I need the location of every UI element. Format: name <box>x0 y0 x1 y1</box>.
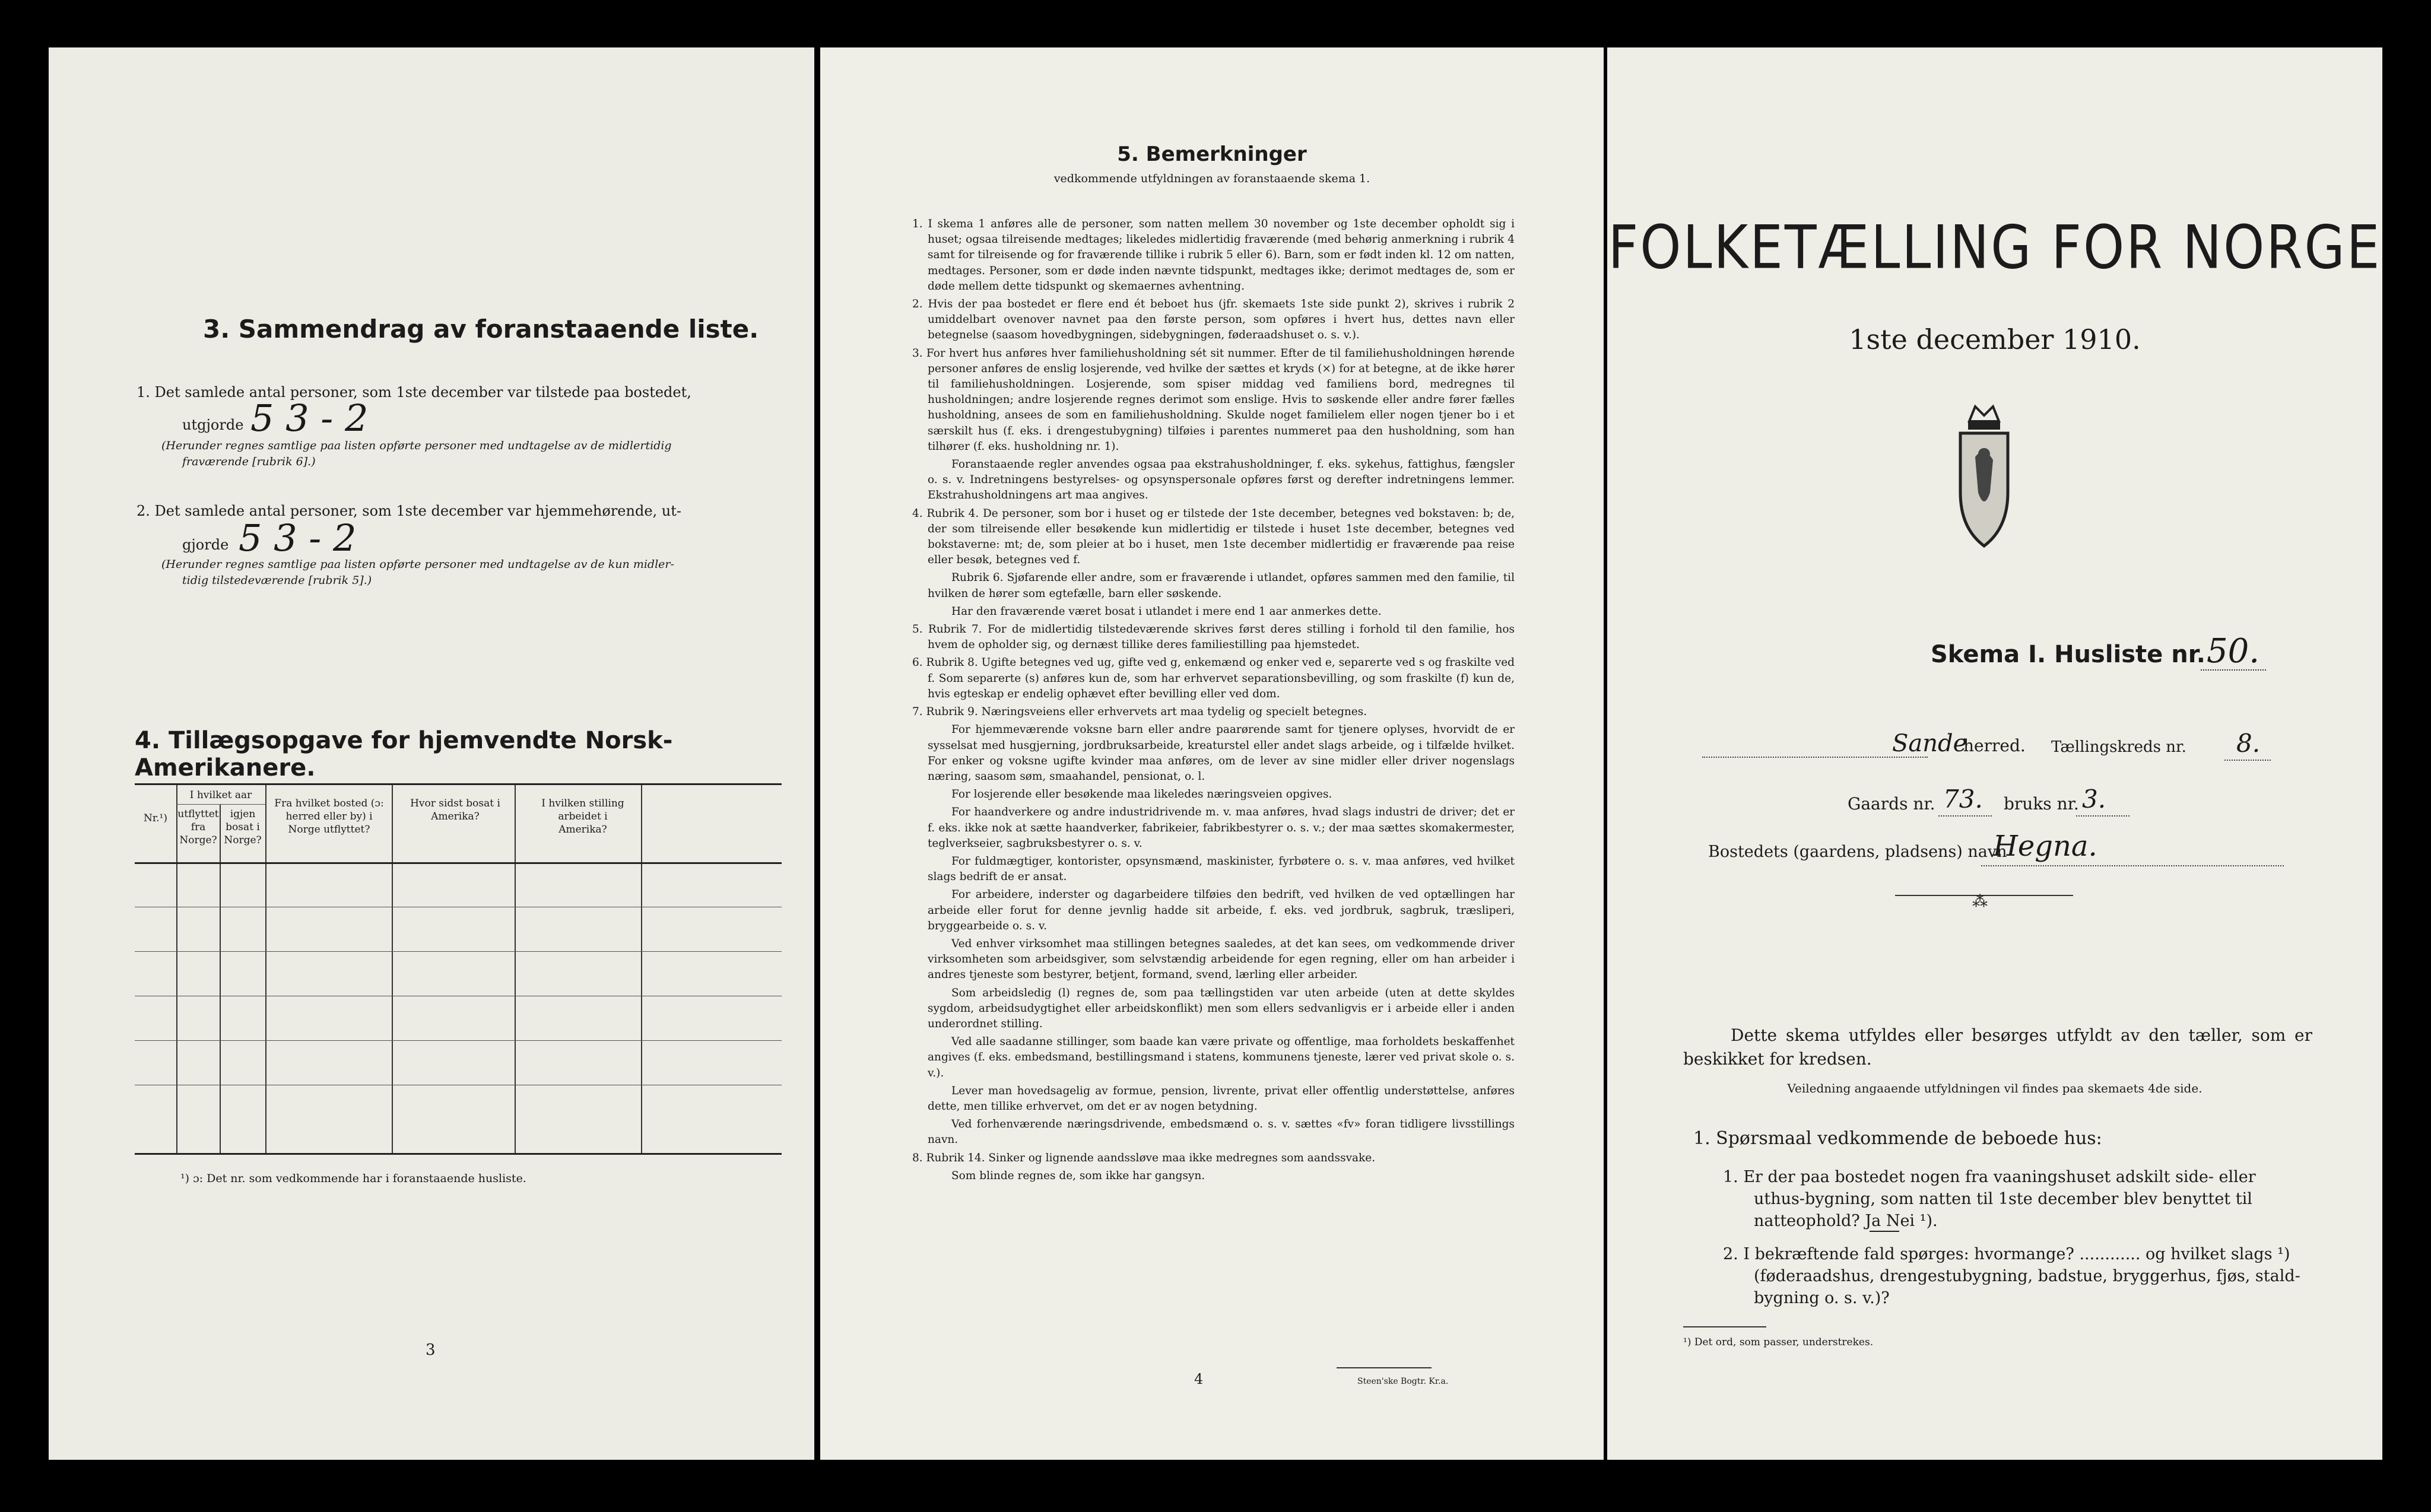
question-2-line-2: (føderaadshus, drengestubygning, badstue, bryggerhus, fjøs, stald- <box>1754 1267 2300 1285</box>
form-date: 1ste december 1910. <box>1849 323 2141 355</box>
col-occupation: I hvilken stilling arbeidet i Amerika? <box>541 798 624 836</box>
nei-underline <box>1870 1231 1899 1232</box>
kreds-label: Tællingskreds nr. <box>2051 738 2186 756</box>
bruks-label: bruks nr. <box>2004 794 2079 814</box>
bosted-label: Bostedets (gaardens, pladsens) navn <box>1708 843 2007 861</box>
remark-7-h: Ved alle saadanne stillinger, som baade kan være private og offentlige, maa forholdets beskaffenhet angives (f. eks. embedsmand, bestillingsmand i statens, kommunens tjeneste, lærer ved privat skole o. s. v.). <box>928 1035 1515 1079</box>
page-number-3: 3 <box>426 1341 436 1359</box>
remark-7-j: Ved forhenværende næringsdrivende, embedsmænd o. s. v. sættes «fv» foran tidligere livsstillings navn. <box>928 1118 1515 1146</box>
remarks-title: 5. Bemerkninger <box>1117 142 1307 166</box>
question-1-line-1: 1. Er der paa bostedet nogen fra vaaningshuset adskilt side- eller <box>1723 1168 2256 1186</box>
ornament-divider-icon: ⁂ <box>1972 893 1988 911</box>
remark-7: 7. Rubrik 9. Næringsveiens eller erhvervets art maa tydelig og specielt betegnes. <box>912 706 1367 719</box>
remark-7-a: For hjemmeværende voksne barn eller andre paarørende samt for tjenere oplyses, hvorvidt de er sysselsat med husgjerning, jordbruksarbeide, kreaturstel eller andet slags arbeide, og i tilfælde hvilket. For enker og voksne ugifte kvinder maa anføres, om de lever av sine midler eller driver nogenslags næring, saasom søm, smaahandel, pensionat, o. l. <box>928 723 1515 783</box>
remark-1: 1. I skema 1 anføres alle de personer, som natten mellem 30 november og 1ste december opholdt sig i huset; ogsaa tilreisende medtages; likeledes midlertidig fraværende (med behørig anmerkning i rubrik 4 samt for tilreisende og for fraværende tillike i rubrik 5 eller 6). Barn, som er født inden kl. 12 om natten, medtages. Personer, som er døde inden nævnte tidspunkt, medtages ikke; derimot medtages de, som er døde mellem dette tidspunkt og skemaernes avhentning. <box>912 218 1515 293</box>
page-4 <box>820 47 1604 1460</box>
item-1-note-a: (Herunder regnes samtlige paa listen opførte personer med undtagelse av de midlertidig <box>161 439 672 452</box>
remark-7-e: For arbeidere, inderster og dagarbeidere tilføies den bedrift, ved hvilken de ved optællingen har arbeide eller forut for denne jevnlig hadde sit arbeide, f. eks. ved jordbruk, sagbruk, træsliperi, bryggearbeide o. s. v. <box>928 888 1515 932</box>
remark-7-d: For fuldmægtiger, kontorister, opsynsmænd, maskinister, fyrbøtere o. s. v. maa anføres, ved hvilket slags bedrift de er ansat. <box>928 855 1515 884</box>
norway-coat-of-arms-icon <box>1946 398 2023 552</box>
section-3-title: 3. Sammendrag av foranstaaende liste. <box>203 315 759 344</box>
remark-3: 3. For hvert hus anføres hver familiehusholdning sét sit nummer. Efter de til familiehusholdningen hørende personer anføres de enslig losjerende, ved hvilke der sættes et kryds (×) for at betegne, at de ikke hører til familiehusholdningen. Losjerende, som spiser middag ved familiens bord, medregnes til husholdningen; andre losjerende regnes derimot som enslige. Hvis to søskende eller andre fører fælles husholdning, ansees de som en familiehusholdning. Skulde noget familielem eller nogen tjener bo i et særskilt hus (f. eks. i drengestubygning) tilføies i parentes nummeret paa den husholdning, som han tilhører (f. eks. husholdning nr. 1). <box>912 347 1515 453</box>
col-year-group: I hvilket aar <box>189 789 252 801</box>
item-1-label: utgjorde <box>182 417 244 433</box>
page-number-4: 4 <box>1194 1371 1204 1387</box>
instruction-text: Dette skema utfyldes eller besørges utfyldt av den tæller, som er beskikket for kredsen. <box>1683 1025 2312 1069</box>
remark-4: 4. Rubrik 4. De personer, som bor i huset og er tilstede der 1ste december, betegnes ved bokstaven: b; de, der som tilreisende eller besøkende kun midlertidig er tilstede i huset 1ste december, betegnes ved bokstaverne: mt; de, som pleier at bo i huset, men 1ste december midlertidig er fraværende paa reise eller besøk, betegnes ved f. <box>912 507 1515 567</box>
col-from-where: Fra hvilket bosted (ɔ: herred eller by) i Norge utflyttet? <box>274 798 384 836</box>
form-title: FOLKETÆLLING FOR NORGE <box>1608 212 2382 282</box>
col-emigrated: utflyttet fra Norge? <box>177 808 219 846</box>
page-1-cover <box>1607 47 2382 1460</box>
item-1-text: 1. Det samlede antal personer, som 1ste december var tilstede paa bostedet, <box>137 384 691 401</box>
herred-label: herred. <box>1963 736 2026 755</box>
remark-7-c: For haandverkere og andre industridrivende m. v. maa anføres, hvad slags industri de driver; det er f. eks. ikke nok at sætte haandverker, fabrikeier, fabrikbestyrer o. s. v.; der maa sættes skomakermester, teglverkseier, sagbruksbestyrer o. s. v. <box>928 806 1515 850</box>
item-2-note-a: (Herunder regnes samtlige paa listen opførte personer med undtagelse av de kun midler- <box>161 558 674 571</box>
col-last-lived: Hvor sidst bosat i Amerika? <box>410 798 500 822</box>
remark-7-b: For losjerende eller besøkende maa likeledes næringsveien opgives. <box>951 788 1332 801</box>
guidance-text: Veiledning angaaende utfyldningen vil findes paa skemaets 4de side. <box>1787 1081 2203 1095</box>
item-2-text: 2. Det samlede antal personer, som 1ste december var hjemmehørende, ut- <box>137 503 681 519</box>
remark-6: 6. Rubrik 8. Ugifte betegnes ved ug, gifte ved g, enkemænd og enker ved e, separerte ved s og fraskilte ved f. Som separerte (s) anføres kun de, som har erhvervet separationsbevilling, og som fraskilte (f) kun de, hvis egteskap er endelig ophævet efter bevilling eller ved dom. <box>912 656 1515 700</box>
item-2-note-b: tidig tilstedeværende [rubrik 5].) <box>182 574 372 587</box>
norsk-amerikanere-table <box>135 783 782 1155</box>
item-2-handwritten: 5 3 - 2 <box>239 516 357 560</box>
remark-3-cont: Foranstaaende regler anvendes ogsaa paa ekstrahusholdninger, f. eks. sykehus, fattighus, fængsler o. s. v. Indretningens bestyrelses- og opsynspersonale opføres først og derefter indretningens lemmer. Ekstrahusholdningens art maa angives. <box>928 458 1515 502</box>
remark-8-cont: Som blinde regnes de, som ikke har gangsyn. <box>951 1169 1205 1182</box>
schema-label: Skema I. Husliste nr. <box>1931 641 2205 668</box>
gaards-value: 73. <box>1943 784 1983 814</box>
remark-7-i: Lever man hovedsagelig av formue, pension, livrente, privat eller offentlig understøttelse, anføres dette, men tillike erhvervet, om det er av nogen betydning. <box>928 1084 1515 1113</box>
item-1-handwritten: 5 3 - 2 <box>250 396 369 440</box>
table-footnote: ¹) ɔ: Det nr. som vedkommende har i foranstaaende husliste. <box>180 1172 526 1185</box>
remark-5: 5. Rubrik 7. For de midlertidig tilstedeværende skrives først deres stilling i forhold til den familie, hos hvem de opholder sig, og dernæst tillike deres familiestilling paa hjemstedet. <box>912 623 1515 652</box>
col-returned: igjen bosat i Norge? <box>224 808 262 846</box>
item-2-label: gjorde <box>182 536 229 553</box>
section-4-title: 4. Tillægsopgave for hjemvendte Norsk-Amerikanere. <box>135 727 673 782</box>
item-1-note-b: fraværende [rubrik 6].) <box>182 455 316 468</box>
cover-footnote: ¹) Det ord, som passer, understrekes. <box>1683 1336 1874 1348</box>
remark-7-g: Som arbeidsledig (l) regnes de, som paa tællingstiden var uten arbeide (uten at dette skyldes sygdom, arbeidsudygtighet eller arbeidskonflikt) men som ellers sedvanligvis er i arbeide eller i anden underordnet stilling. <box>928 986 1515 1030</box>
remark-4-rubrik6: Rubrik 6. Sjøfarende eller andre, som er fraværende i utlandet, opføres sammen med den familie, til hvilken de hører som egtefælle, barn eller søskende. <box>928 571 1515 600</box>
remark-4-cont: Har den fraværende været bosat i utlandet i mere end 1 aar anmerkes dette. <box>951 605 1382 618</box>
bosted-value: Hegna. <box>1993 830 2097 863</box>
remarks-subtitle: vedkommende utfyldningen av foranstaaende skema 1. <box>1053 172 1370 185</box>
question-2-line-3: bygning o. s. v.)? <box>1754 1289 1890 1307</box>
remark-2: 2. Hvis der paa bostedet er flere end ét beboet hus (jfr. skemaets 1ste side punkt 2), skrives i rubrik 2 umiddelbart ovenover navnet paa den første person, som opføres i hvert hus, dettes navn eller betegnelse (saasom hovedbygningen, sidebygningen, føderaadshuset o. s. v.). <box>912 298 1515 342</box>
printer-imprint: Steen'ske Bogtr. Kr.a. <box>1357 1377 1449 1386</box>
questions-heading: 1. Spørsmaal vedkommende de beboede hus: <box>1693 1128 2102 1149</box>
remarks-body <box>912 217 1515 1186</box>
remark-8: 8. Rubrik 14. Sinker og lignende aandssløve maa ikke medregnes som aandssvake. <box>912 1151 1376 1164</box>
bruks-value: 3. <box>2082 784 2106 814</box>
question-1-line-2: uthus-bygning, som natten til 1ste december blev benyttet til <box>1754 1190 2252 1208</box>
remark-7-f: Ved enhver virksomhet maa stillingen betegnes saaledes, at det kan sees, om vedkommende driver virksomheten som arbeidsgiver, som selvstændig arbeidende for egen regning, eller om han arbeider i andres tjeneste som bestyrer, betjent, formand, svend, lærling eller arbeider. <box>928 937 1515 981</box>
col-nr: Nr.¹) <box>144 812 167 824</box>
herred-value: Sande <box>1892 730 1967 757</box>
gaards-label: Gaards nr. <box>1848 794 1935 814</box>
schema-number: 50. <box>2207 632 2260 671</box>
kreds-value: 8. <box>2236 729 2261 758</box>
question-2-line-1: 2. I bekræftende fald spørges: hvormange? ............ og hvilket slags ¹) <box>1723 1245 2290 1263</box>
page-3 <box>49 47 814 1460</box>
question-1-line-3: natteophold? Ja Nei ¹). <box>1754 1212 1938 1230</box>
